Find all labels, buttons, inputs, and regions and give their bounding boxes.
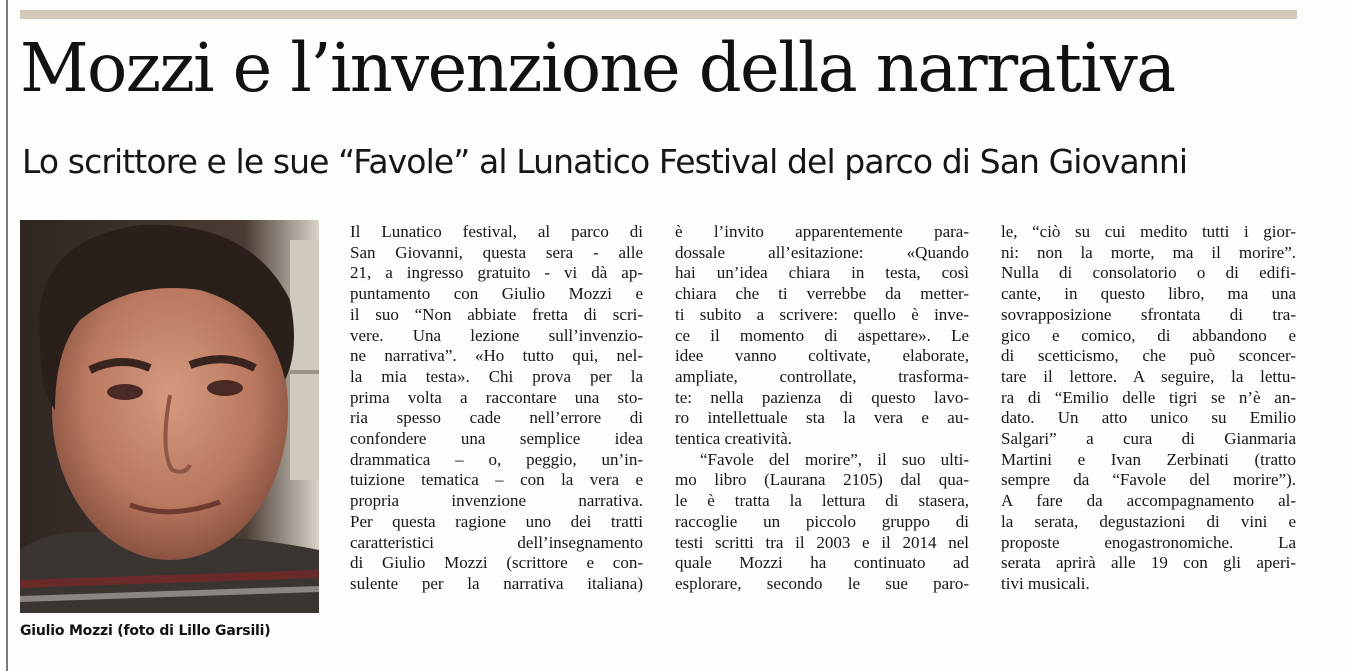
article-column-3 [1001,222,1296,595]
page-left-rule [6,0,8,671]
text-line: cante, in questo libro, ma una [1001,284,1296,304]
text-line: la serata, degustazioni di vini e [1001,511,1296,531]
text-line: dato. Un atto unico su Emilio [1001,408,1296,428]
text-line: ni: non la morte, ma il morire”. [1001,242,1296,262]
text-line: San Giovanni, questa sera - alle [350,242,643,262]
text-line: prima volta a raccontare una sto- [350,387,643,407]
text-line: dossale all’esitazione: «Quando [675,242,969,262]
text-line: sempre da “Favole del morire”). [1001,470,1296,490]
text-line: hai un’idea chiara in testa, così [675,263,969,283]
text-line: sulente per la narrativa italiana) [350,573,643,593]
text-line: gico e comico, di abbandono e [1001,325,1296,345]
text-line: quale Mozzi ha continuato ad [675,553,969,573]
text-line: testi scritti tra il 2003 e il 2014 nel [675,532,969,552]
text-line: Salgari” a cura di Gianmaria [1001,429,1296,449]
text-line: la mia testa». Chi prova per la [350,366,643,386]
text-line: il suo “Non abbiate fretta di scri- [350,304,643,324]
article-column-2 [675,222,969,595]
text-line: ne narrativa”. «Ho tutto qui, nel- [350,346,643,366]
text-line: di scetticismo, che può sconcer- [1001,346,1296,366]
text-line: Nulla di consolatorio o di edifi- [1001,263,1296,283]
text-line: mo libro (Laurana 2105) dal qua- [675,470,969,490]
text-line: tentica creatività. [675,429,793,449]
author-portrait-image [20,220,319,613]
text-line: ce il momento di aspettare». Le [675,325,969,345]
text-line: Il Lunatico festival, al parco di [350,222,643,241]
text-line: vere. Una lezione sull’invenzio- [350,325,643,345]
text-line: tare il lettore. A seguire, la lettu- [1001,366,1296,386]
text-line: idee vanno coltivate, elaborate, [675,346,969,366]
text-line: 21, a ingresso gratuito - vi dà ap- [350,263,643,283]
text-line: serata aprirà alle 19 con gli aperi- [1001,553,1296,573]
text-line: propria invenzione narrativa. [350,491,643,511]
text-line: caratteristici dell’insegnamento [350,532,643,552]
section-top-bar [20,10,1297,19]
text-line: chiara che ti verrebbe da metter- [675,284,969,304]
text-line: ra di “Emilio delle tigri se n’è an- [1001,387,1296,407]
author-photo [20,220,319,613]
photo-caption: Giulio Mozzi (foto di Lillo Garsili) [20,623,271,639]
text-line: “Favole del morire”, il suo ulti- [700,449,969,469]
text-line: proposte enogastronomiche. La [1001,532,1296,552]
text-line: tivi musicali. [1001,573,1090,593]
text-line: ampliate, controllate, trasforma- [675,366,969,386]
text-line: di Giulio Mozzi (scrittore e con- [350,553,643,573]
text-line: tuizione tematica – con la vera e [350,470,643,490]
text-line: drammatica – o, peggio, un’in- [350,449,643,469]
article-subheadline: Lo scrittore e le sue “Favole” al Lunatico Festival del parco di San Giovanni [22,142,1188,181]
text-line: A fare da accompagnamento al- [1001,491,1296,511]
text-line: ro intellettuale sta la vera e au- [675,408,969,428]
text-line: te: nella pazienza di questo lavo- [675,387,969,407]
text-line: Per questa ragione uno dei tratti [350,511,643,531]
article-headline: Mozzi e l’invenzione della narrativa [20,29,1175,107]
article-column-1 [350,222,643,595]
text-line: puntamento con Giulio Mozzi e [350,284,643,304]
text-line: è l’invito apparentemente para- [675,222,969,241]
text-line: Martini e Ivan Zerbinati (tratto [1001,449,1296,469]
text-line: confondere una semplice idea [350,429,643,449]
text-line: ti subito a scrivere: quello è inve- [675,304,969,324]
text-line: le, “ciò su cui medito tutti i gior- [1001,222,1296,241]
text-line: le è tratta la lettura di stasera, [675,491,969,511]
text-line: raccoglie un piccolo gruppo di [675,511,969,531]
text-line: ria spesso cade nell’errore di [350,408,643,428]
text-line: sovrapposizione sfrontata di tra- [1001,304,1296,324]
text-line: esplorare, secondo le sue paro- [675,573,969,593]
